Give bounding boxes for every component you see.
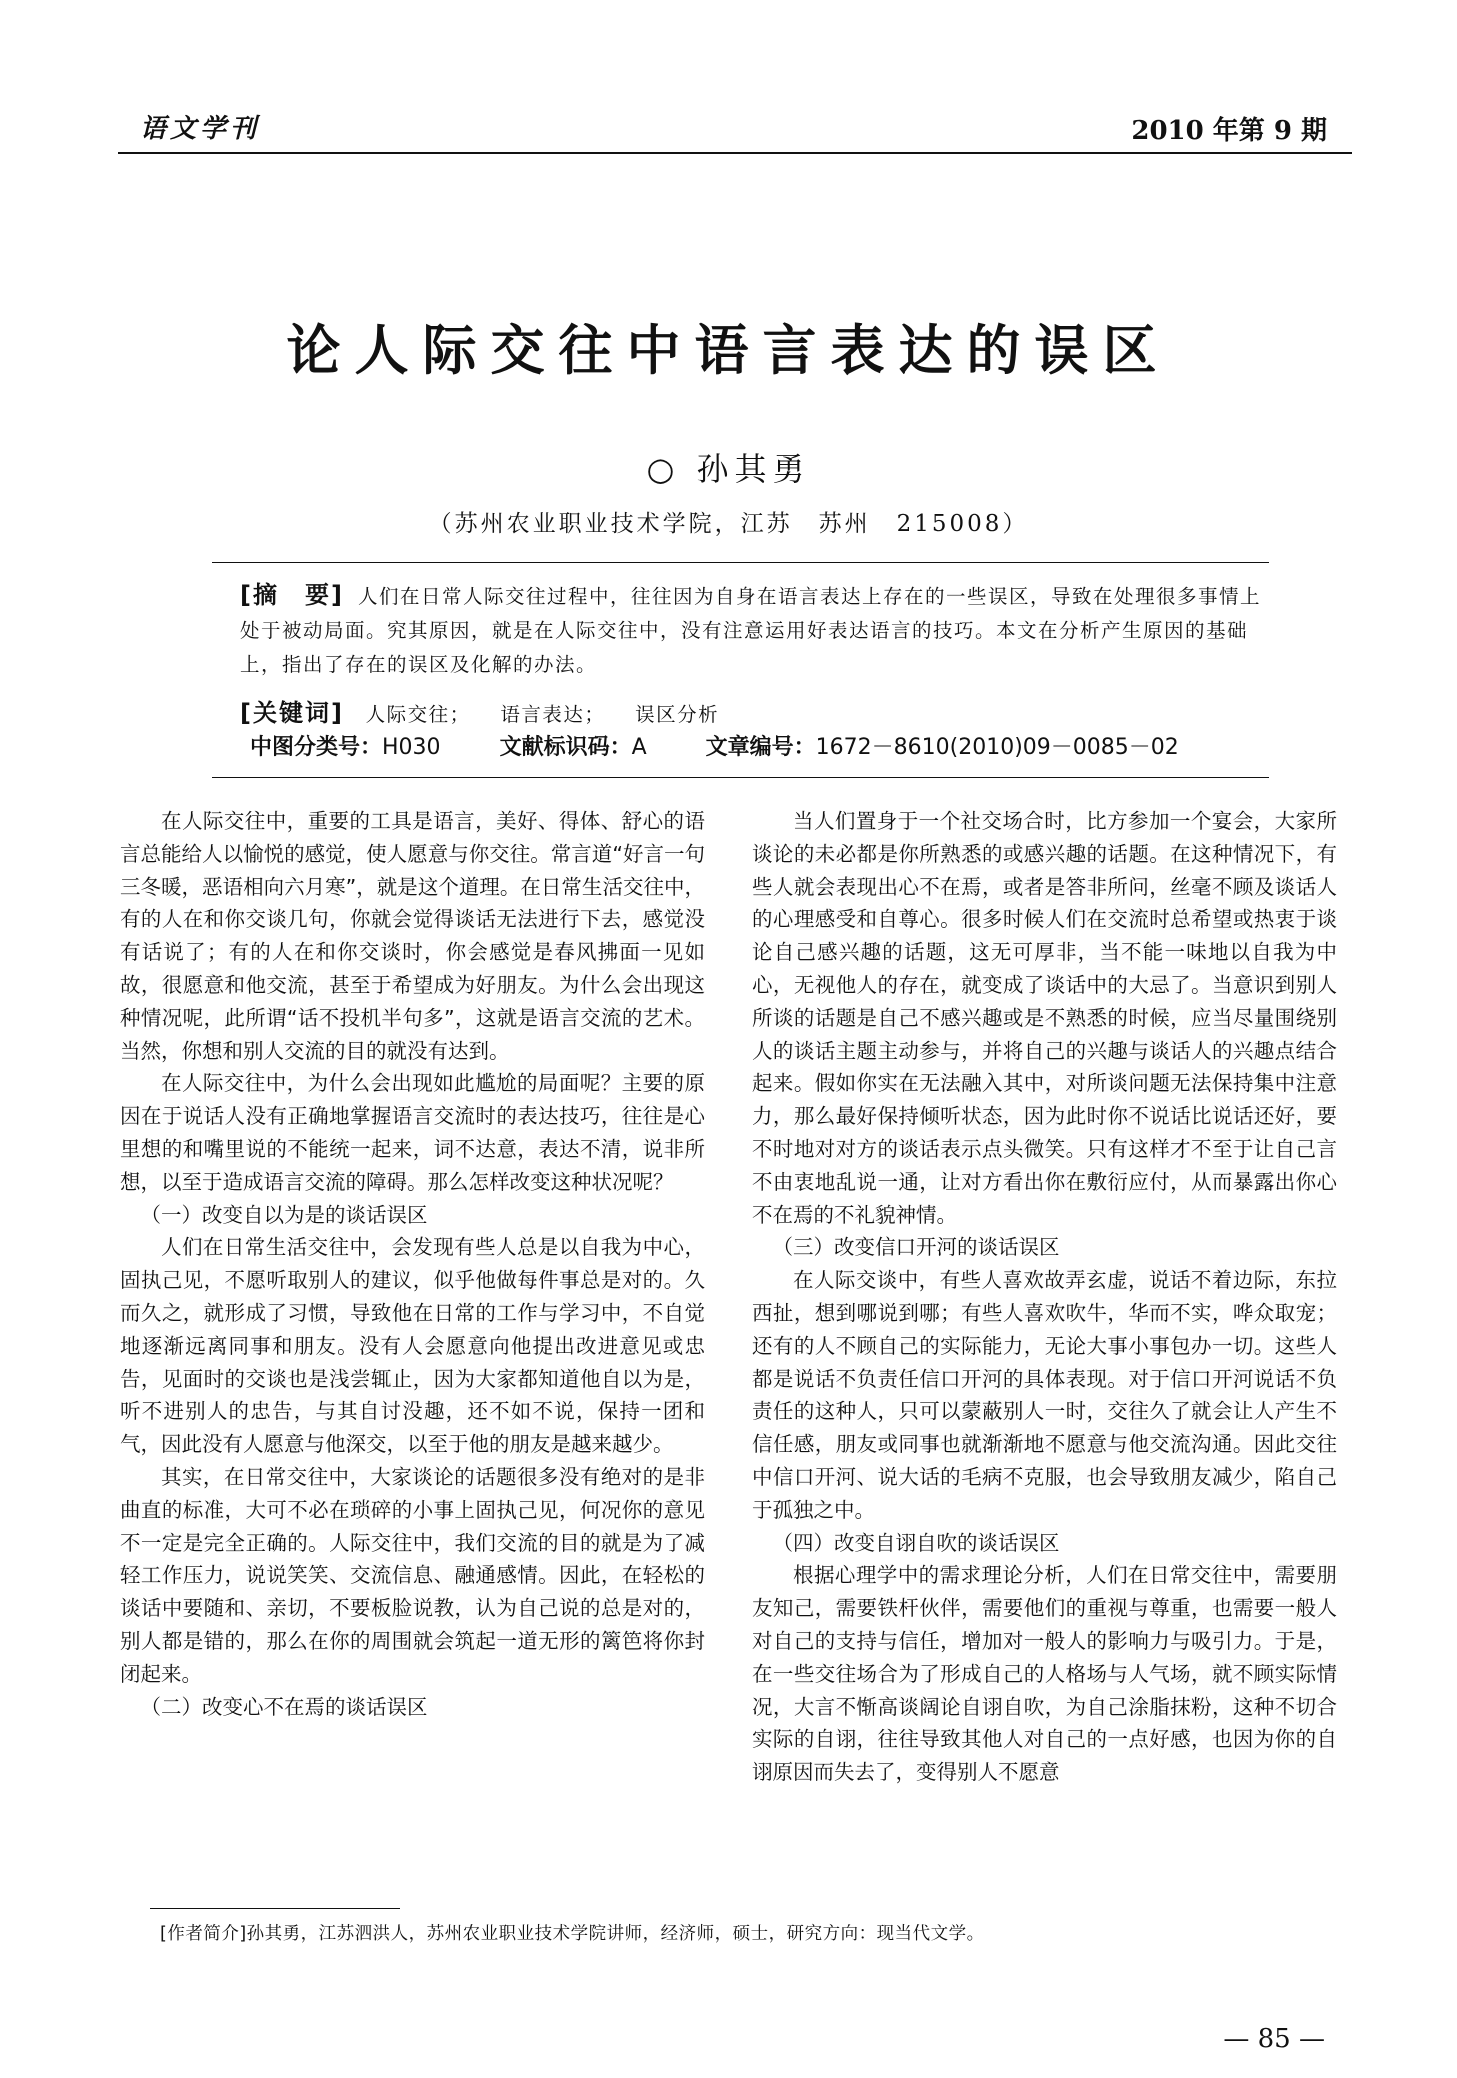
section-heading: （三）改变信口开河的谈话误区 [772,1235,1060,1260]
clc-group [250,735,441,760]
clc-label: 中图分类号： [250,735,383,760]
author-affiliation: （苏州农业职业技术学院，江苏 苏州 215008） [428,511,1029,537]
journal-name: 语文学刊 [140,114,261,144]
article-number-group [706,735,1179,760]
doc-code-value: A [631,735,647,760]
body-paragraph: 在人际交谈中，有些人喜欢故弄玄虚，说话不着边际，东拉西扯，想到哪说到哪；有些人喜欢吹牛，华而不实，哗众取宠；还有的人不顾自己的实际能力，无论大事小事包办一切。这些人都是说话不负责任信口开河的具体表现。对于信口开河说话不负责任的这种人，只可以蒙蔽别人一时，交往久了就会让人产生不信任感，朋友或同事也就渐渐地不愿意与他交流沟通。因此交往中信口开河、说大话的毛病不克服，也会导致朋友减少，陷自己于孤独之中。 [752,1268,1337,1522]
body-paragraph: 在人际交往中，重要的工具是语言，美好、得体、舒心的语言总能给人以愉悦的感觉，使人愿意与你交往。常言道“好言一句三冬暖，恶语相向六月寒”，就是这个道理。在日常生活交往中，有的人在和你交谈几句，你就会觉得谈话无法进行下去，感觉没有话说了；有的人在和你交谈时，你会感觉是春风拂面一见如故，很愿意和他交流，甚至于希望成为好朋友。为什么会出现这种情况呢，此所谓“话不投机半句多”，这就是语言交流的艺术。当然，你想和别人交流的目的就没有达到。 [120,809,705,1063]
body-paragraph: 人们在日常生活交往中，会发现有些人总是以自我为中心，固执己见，不愿听取别人的建议，似乎他做每件事总是对的。久而久之，就形成了习惯，导致他在日常的工作与学习中，不自觉地逐渐远离同事和朋友。没有人会愿意向他提出改进意见或忠告，见面时的交谈也是浅尝辄止，因为大家都知道他自以为是，听不进别人的忠告，与其自讨没趣，还不如不说，保持一团和气，因此没有人愿意与他深交，以至于他的朋友是越来越少。 [120,1235,705,1457]
issue-label: 2010 年第 9 期 [1131,116,1327,146]
keyword: 语言表达； [500,703,606,726]
classification-line [250,730,1179,761]
abstract-top-rule [212,562,1269,563]
section-heading: （二）改变心不在焉的谈话误区 [140,1694,428,1719]
abstract-block [240,578,1280,682]
body-paragraph: 当人们置身于一个社交场合时，比方参加一个宴会，大家所谈论的未必都是你所熟悉的或感兴趣的话题。在这种情况下，有些人就会表现出心不在焉，或者是答非所问，丝毫不顾及谈话人的心理感受和自尊心。很多时候人们在交流时总希望或热衷于谈论自己感兴趣的话题，这无可厚非，当不能一味地以自我为中心，无视他人的存在，就变成了谈话中的大忌了。当意识到别人所谈的话题是自己不感兴趣或是不熟悉的时候，应当尽量围绕别人的谈话主题主动参与，并将自己的兴趣与谈话人的兴趣点结合起来。假如你实在无法融入其中，对所谈问题无法保持集中注意力，那么最好保持倾听状态，因为此时你不说话比说话还好，要不时地对对方的谈话表示点头微笑。只有这样才不至于让自己言不由衷地乱说一通，让对方看出你在敷衍应付，从而暴露出你心不在焉的不礼貌神情。 [752,809,1337,1227]
abstract-bottom-rule [212,777,1269,778]
abstract-label: [摘 要] [240,581,344,609]
section-heading: （四）改变自诩自吹的谈话误区 [772,1530,1060,1555]
doc-code-label: 文献标识码： [499,735,632,760]
body-paragraph: 根据心理学中的需求理论分析，人们在日常交往中，需要朋友知己，需要铁杆伙伴，需要他们的重视与尊重，也需要一般人对自己的支持与信任，增加对一般人的影响力与吸引力。于是，在一些交往场合为了形成自己的人格场与人气场，就不顾实际情况，大言不惭高谈阔论自诩自吹，为自己涂脂抹粉，这种不切合实际的自诩，往往导致其他人对自己的一点好感，也因为你的自诩原因而失去了，变得别人不愿意 [752,1563,1337,1785]
abstract-text: 人们在日常人际交往过程中，往往因为自身在语言表达上存在的一些误区，导致在处理很多事情上处于被动局面。究其原因，就是在人际交往中，没有注意运用好表达语言的技巧。本文在分析产生原因的基础上，指出了存在的误区及化解的办法。 [240,585,1261,676]
article-number-label: 文章编号： [705,735,816,760]
header-rule [118,152,1352,154]
keywords-block [240,693,741,728]
keywords-label: [关键词] [240,699,344,727]
article-author: ○ 孙其勇 [646,450,811,488]
article-number-value: 1672－8610(2010)09－0085－02 [815,735,1179,760]
keyword: 误区分析 [635,703,720,726]
article-title: 论人际交往中语言表达的误区 [286,318,1171,382]
page-number: — 85 — [1223,2024,1325,2054]
clc-value: H030 [382,735,441,760]
body-paragraph: 在人际交往中，为什么会出现如此尴尬的局面呢？主要的原因在于说话人没有正确地掌握语言交流时的表达技巧，往往是心里想的和嘴里说的不能统一起来，词不达意，表达不清，说非所想，以至于造成语言交流的障碍。那么怎样改变这种状况呢？ [120,1071,705,1194]
right-column [752,805,1337,1789]
doc-code-group [500,735,647,760]
author-footnote: [作者简介]孙其勇，江苏泗洪人，苏州农业职业技术学院讲师，经济师，硕士，研究方向：现当代文学。 [160,1924,985,1944]
body-paragraph: 其实，在日常交往中，大家谈论的话题很多没有绝对的是非曲直的标准，大可不必在琐碎的小事上固执己见，何况你的意见不一定是完全正确的。人际交往中，我们交流的目的就是为了减轻工作压力，说说笑笑、交流信息、融通感情。因此，在轻松的谈话中要随和、亲切，不要板脸说教，认为自己说的总是对的，别人都是错的，那么在你的周围就会筑起一道无形的篱笆将你封闭起来。 [120,1464,705,1686]
section-heading: （一）改变自以为是的谈话误区 [140,1202,428,1227]
left-column [120,805,705,1723]
footnote-rule [150,1908,400,1909]
keyword: 人际交往； [365,703,471,726]
